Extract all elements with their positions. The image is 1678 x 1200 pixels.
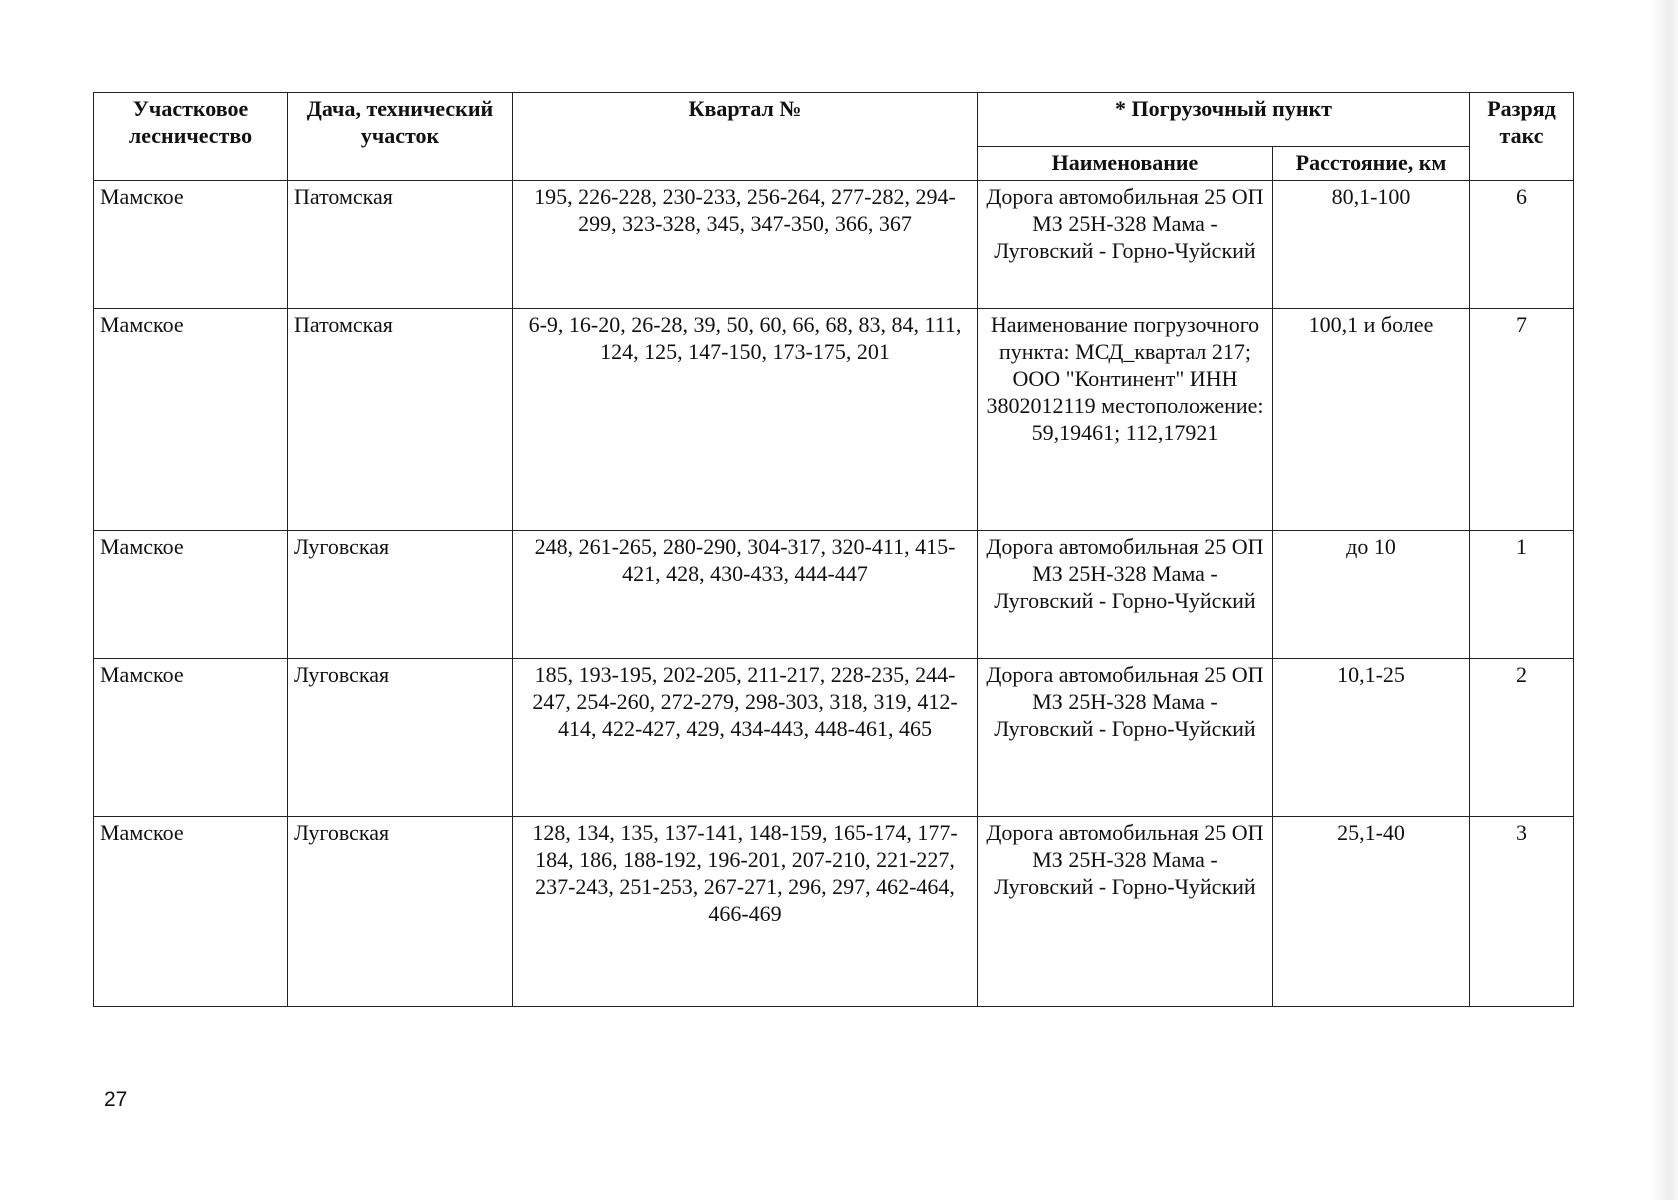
header-name: Наименование [978, 147, 1273, 181]
cell-rank: 6 [1470, 181, 1574, 309]
cell-forestry: Мамское [94, 817, 288, 1007]
cell-distance: 80,1-100 [1273, 181, 1470, 309]
cell-dacha: Луговская [288, 659, 513, 817]
header-loading-point: * Погрузочный пункт [978, 93, 1470, 147]
forestry-rates-table [93, 92, 1574, 1007]
cell-forestry: Мамское [94, 181, 288, 309]
table-row [94, 531, 1574, 659]
cell-kvartal: 248, 261-265, 280-290, 304-317, 320-411, 415-421, 428, 430-433, 444-447 [513, 531, 978, 659]
table-row [94, 181, 1574, 309]
header-distance: Расстояние, км [1273, 147, 1470, 181]
cell-dacha: Патомская [288, 181, 513, 309]
table-row [94, 817, 1574, 1007]
cell-distance: 10,1-25 [1273, 659, 1470, 817]
cell-forestry: Мамское [94, 531, 288, 659]
cell-name: Дорога автомобильная 25 ОП МЗ 25Н-328 Мама - Луговский - Горно-Чуйский [978, 181, 1273, 309]
table-header [94, 93, 1574, 181]
cell-dacha: Луговская [288, 531, 513, 659]
cell-distance: 25,1-40 [1273, 817, 1470, 1007]
table-row [94, 659, 1574, 817]
header-kvartal: Квартал № [513, 93, 978, 181]
cell-rank: 2 [1470, 659, 1574, 817]
cell-distance: до 10 [1273, 531, 1470, 659]
table-body [94, 181, 1574, 1007]
table-row [94, 309, 1574, 531]
cell-name: Наименование погрузочного пункта: МСД_квартал 217; ООО "Континент" ИНН 3802012119 местоположение: 59,19461; 112,17921 [978, 309, 1273, 531]
header-forestry: Участковое лесничество [94, 93, 288, 181]
cell-distance: 100,1 и более [1273, 309, 1470, 531]
cell-dacha: Луговская [288, 817, 513, 1007]
cell-rank: 1 [1470, 531, 1574, 659]
header-dacha: Дача, технический участок [288, 93, 513, 181]
cell-kvartal: 195, 226-228, 230-233, 256-264, 277-282, 294-299, 323-328, 345, 347-350, 366, 367 [513, 181, 978, 309]
cell-kvartal: 128, 134, 135, 137-141, 148-159, 165-174, 177-184, 186, 188-192, 196-201, 207-210, 221-227, 237-243, 251-253, 267-271, 296, 297, 462-464, 466-469 [513, 817, 978, 1007]
cell-name: Дорога автомобильная 25 ОП МЗ 25Н-328 Мама - Луговский - Горно-Чуйский [978, 531, 1273, 659]
cell-forestry: Мамское [94, 309, 288, 531]
scan-edge-strip [1650, 0, 1678, 1200]
page-number: 27 [104, 1088, 128, 1111]
header-rank: Разряд такс [1470, 93, 1574, 181]
cell-rank: 7 [1470, 309, 1574, 531]
cell-kvartal: 185, 193-195, 202-205, 211-217, 228-235, 244-247, 254-260, 272-279, 298-303, 318, 319, 412-414, 422-427, 429, 434-443, 448-461, 465 [513, 659, 978, 817]
cell-name: Дорога автомобильная 25 ОП МЗ 25Н-328 Мама - Луговский - Горно-Чуйский [978, 659, 1273, 817]
cell-forestry: Мамское [94, 659, 288, 817]
cell-name: Дорога автомобильная 25 ОП МЗ 25Н-328 Мама - Луговский - Горно-Чуйский [978, 817, 1273, 1007]
cell-rank: 3 [1470, 817, 1574, 1007]
cell-kvartal: 6-9, 16-20, 26-28, 39, 50, 60, 66, 68, 83, 84, 111, 124, 125, 147-150, 173-175, 201 [513, 309, 978, 531]
cell-dacha: Патомская [288, 309, 513, 531]
